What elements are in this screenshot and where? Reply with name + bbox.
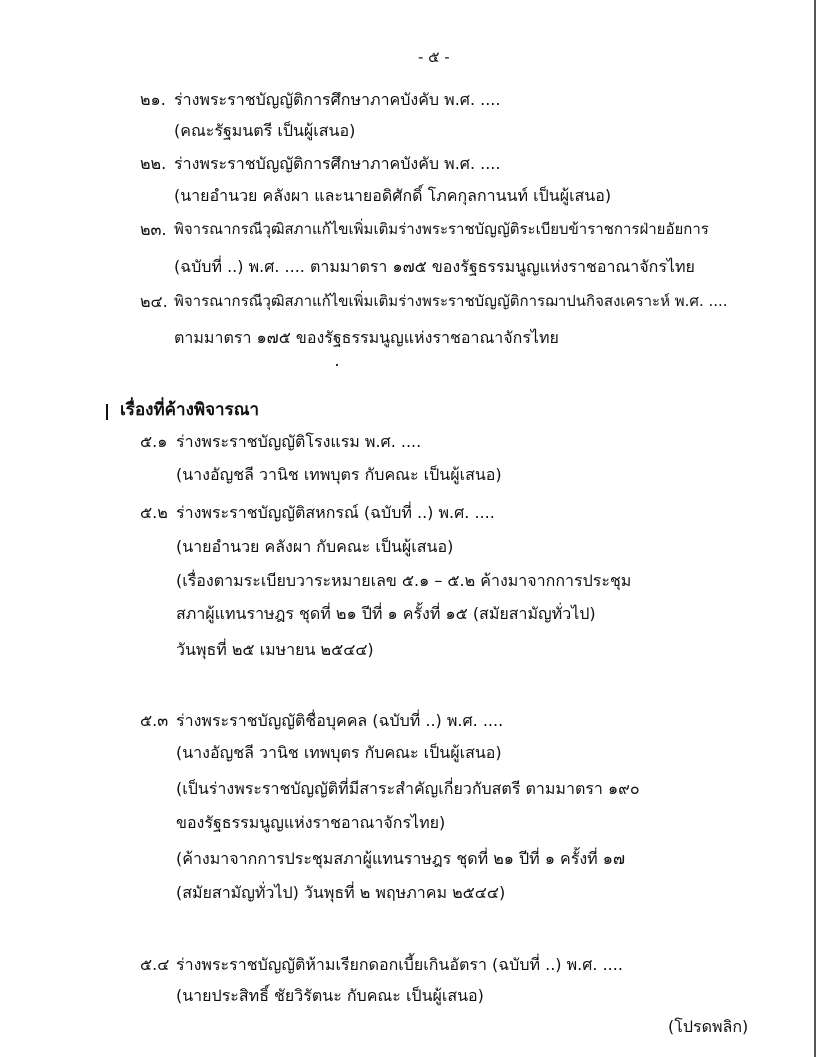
list-item-note: (คณะรัฐมนตรี เป็นผู้เสนอ) bbox=[174, 121, 356, 140]
list-item-number: ๕.๑ bbox=[140, 432, 168, 451]
list-item-note: ตามมาตรา ๑๗๕ ของรัฐธรรมนูญแห่งราชอาณาจักรไทย bbox=[174, 328, 559, 347]
list-item-title: ร่างพระราชบัญญัติชื่อบุคคล (ฉบับที่ ..) พ.ศ. .... bbox=[176, 711, 504, 730]
list-item-note: (เป็นร่างพระราชบัญญัติที่มีสาระสำคัญเกี่ยวกับสตรี ตามมาตรา ๑๙๐ bbox=[176, 779, 640, 798]
list-item-note: (ค้างมาจากการประชุมสภาผู้แทนราษฎร ชุดที่ ๒๑ ปีที่ ๑ ครั้งที่ ๑๗ bbox=[176, 849, 625, 868]
list-item-title: ร่างพระราชบัญญัติห้ามเรียกดอกเบี้ยเกินอัตรา (ฉบับที่ ..) พ.ศ. .... bbox=[176, 955, 623, 974]
list-item-title: พิจารณากรณีวุฒิสภาแก้ไขเพิ่มเติมร่างพระราชบัญญัติระเบียบข้าราชการฝ่ายอัยการ bbox=[174, 220, 709, 238]
section-marker bbox=[106, 404, 108, 420]
list-item-title: ร่างพระราชบัญญัติโรงแรม พ.ศ. .... bbox=[176, 432, 422, 451]
list-item-number: ๕.๓ bbox=[140, 711, 169, 730]
list-item-note: (นายประสิทธิ์ ชัยวิรัตนะ กับคณะ เป็นผู้เสนอ) bbox=[176, 986, 484, 1005]
page-number: - ๕ - bbox=[418, 48, 450, 66]
list-item-number: ๕.๒ bbox=[140, 503, 168, 522]
list-item-note: วันพุธที่ ๒๕ เมษายน ๒๕๔๔) bbox=[176, 640, 374, 659]
list-item-note: (เรื่องตามระเบียบวาระหมายเลข ๕.๑ – ๕.๒ ค้างมาจากการประชุม bbox=[176, 571, 632, 590]
list-item-number: ๒๔. bbox=[140, 292, 168, 311]
list-item-title: พิจารณากรณีวุฒิสภาแก้ไขเพิ่มเติมร่างพระราชบัญญัติการฌาปนกิจสงเคราะห์ พ.ศ. .... bbox=[174, 292, 728, 310]
list-item-title: ร่างพระราชบัญญัติการศึกษาภาคบังคับ พ.ศ. .... bbox=[174, 154, 501, 173]
list-item-note: (นายอำนวย คลังผา และนายอดิศักดิ์ โภคกุลกานนท์ เป็นผู้เสนอ) bbox=[174, 186, 612, 205]
list-item-note: ของรัฐธรรมนูญแห่งราชอาณาจักรไทย) bbox=[176, 813, 446, 832]
footer-note: (โปรดพลิก) bbox=[668, 1017, 749, 1036]
list-item-number: ๕.๔ bbox=[140, 955, 170, 974]
list-item-number: ๒๒. bbox=[140, 154, 167, 173]
list-item-note: สภาผู้แทนราษฎร ชุดที่ ๒๑ ปีที่ ๑ ครั้งที่ ๑๕ (สมัยสามัญทั่วไป) bbox=[176, 604, 596, 623]
list-item-title: ร่างพระราชบัญญัติสหกรณ์ (ฉบับที่ ..) พ.ศ. .... bbox=[176, 503, 495, 522]
list-item-note: (นายอำนวย คลังผา กับคณะ เป็นผู้เสนอ) bbox=[176, 537, 454, 556]
list-item-title: ร่างพระราชบัญญัติการศึกษาภาคบังคับ พ.ศ. .... bbox=[174, 90, 501, 109]
stray-dot bbox=[336, 364, 338, 366]
list-item-number: ๒๓. bbox=[140, 220, 167, 239]
list-item-note: (ฉบับที่ ..) พ.ศ. .... ตามมาตรา ๑๗๕ ของรัฐธรรมนูญแห่งราชอาณาจักรไทย bbox=[174, 257, 695, 276]
section-heading: เรื่องที่ค้างพิจารณา bbox=[120, 400, 260, 420]
list-item-note: (นางอัญชลี วานิช เทพบุตร กับคณะ เป็นผู้เสนอ) bbox=[176, 465, 502, 484]
list-item-note: (นางอัญชลี วานิช เทพบุตร กับคณะ เป็นผู้เสนอ) bbox=[176, 743, 502, 762]
list-item-note: (สมัยสามัญทั่วไป) วันพุธที่ ๒ พฤษภาคม ๒๕๔๔) bbox=[176, 883, 506, 902]
list-item-number: ๒๑. bbox=[140, 90, 166, 109]
